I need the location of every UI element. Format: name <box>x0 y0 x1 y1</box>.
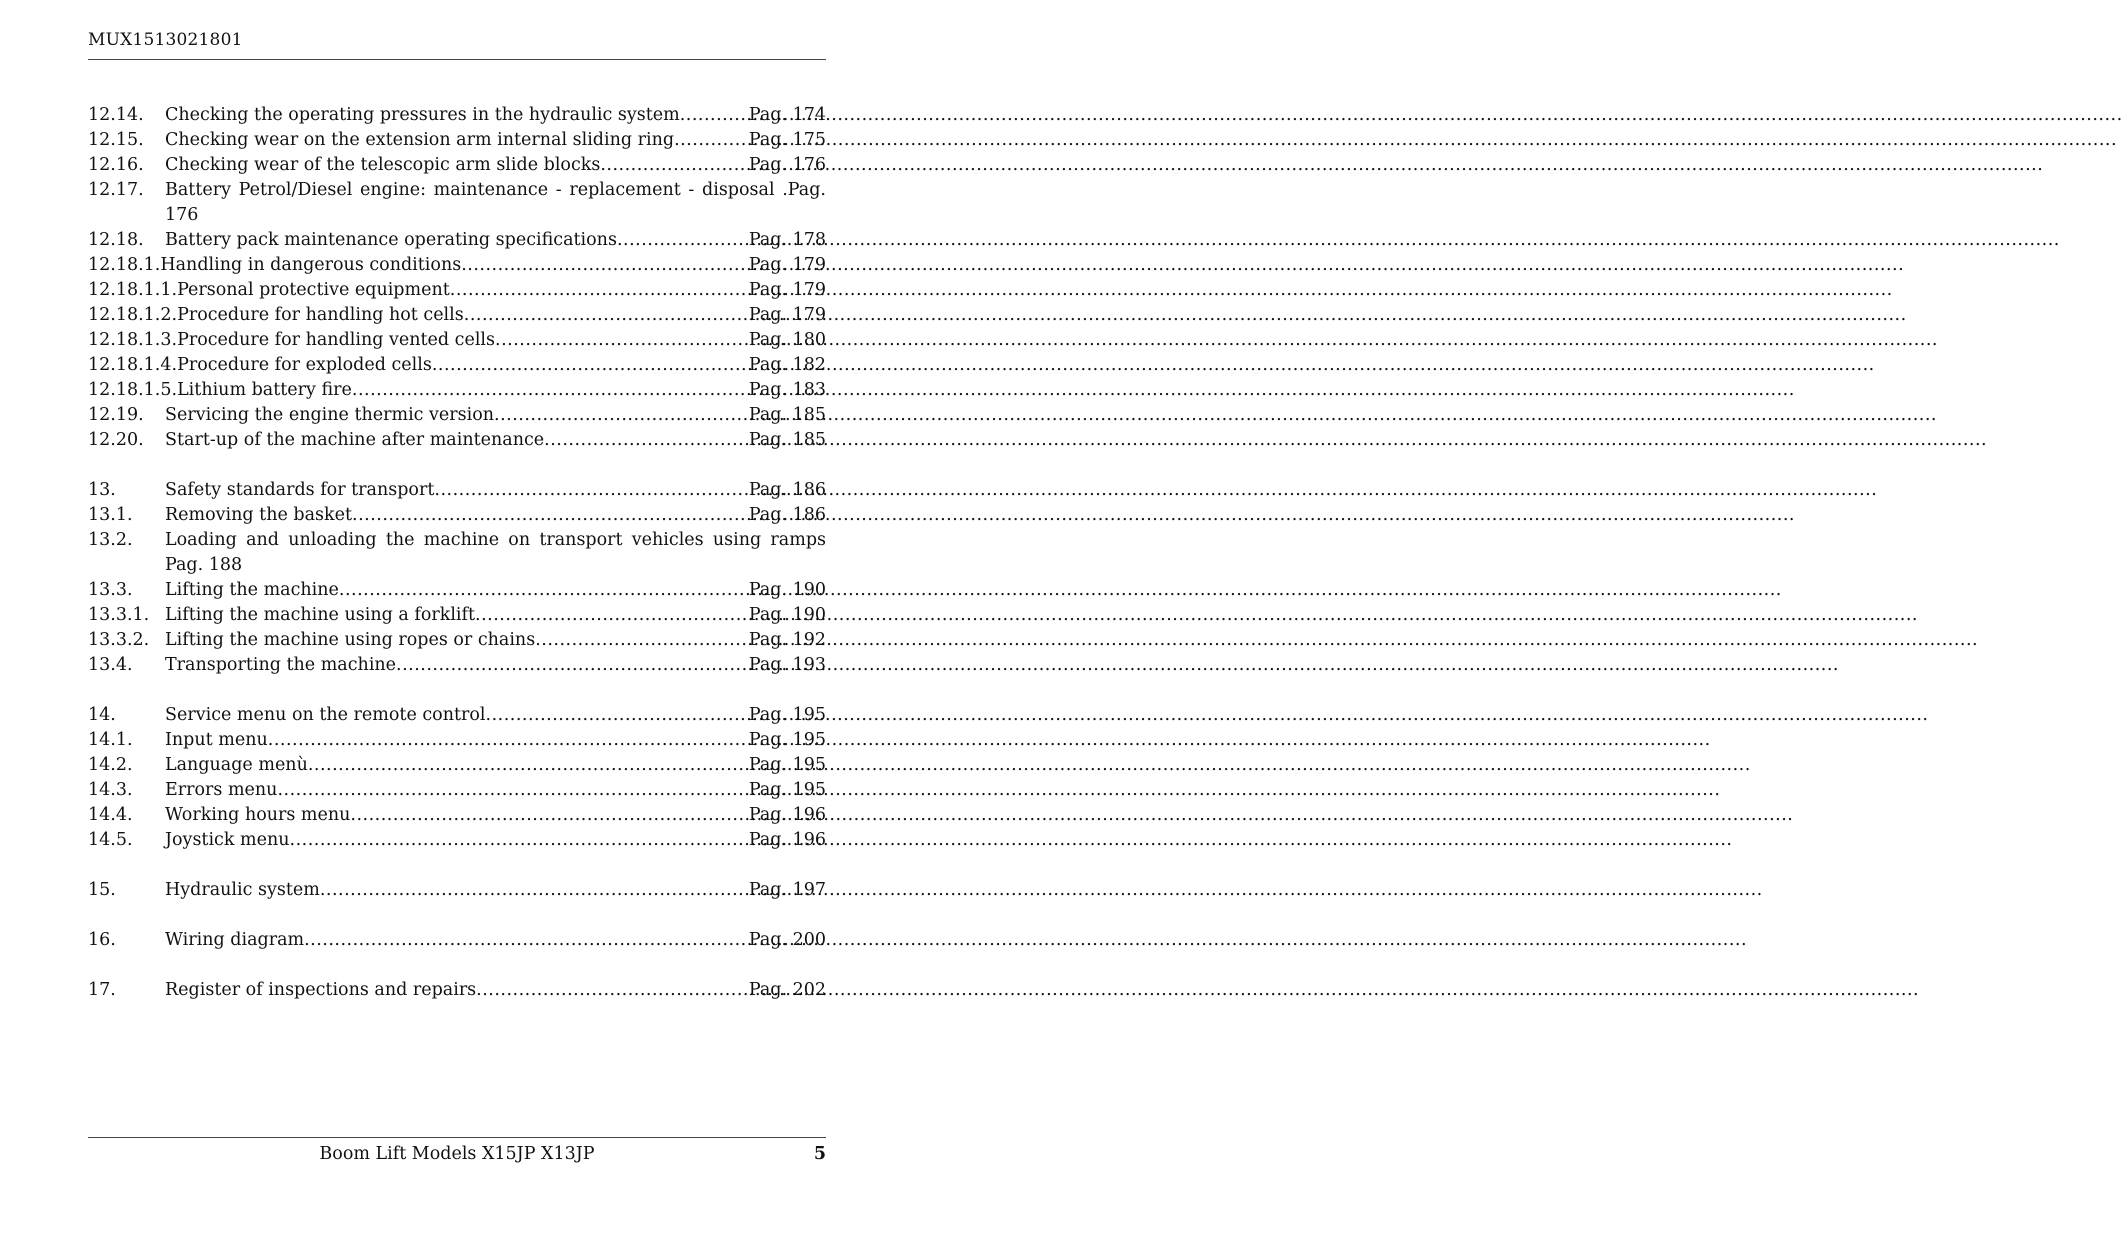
toc-entry-number: 12.18.1.3. <box>88 330 178 350</box>
toc-entry-title: Checking wear on the extension arm internal sliding ring <box>165 130 675 150</box>
toc-leader-dots <box>450 278 749 303</box>
toc-leader-dots <box>486 703 749 728</box>
footer-title: Boom Lift Models X15JP X13JP <box>319 1144 595 1164</box>
toc-leader-dots <box>277 778 748 803</box>
toc-entry-number: 14. <box>88 705 116 725</box>
toc-entry-title: Start-up of the machine after maintenance <box>165 430 545 450</box>
toc-entry[interactable] <box>88 378 826 403</box>
toc-leader-dots <box>396 653 749 678</box>
toc-leader-dots <box>350 803 748 828</box>
toc-leader-dots <box>432 353 749 378</box>
toc-leader-dots <box>434 478 748 503</box>
toc-entry-page: Pag. 186 <box>748 480 826 500</box>
toc-entry[interactable] <box>88 153 826 178</box>
toc-entry-page: Pag. 178 <box>748 230 826 250</box>
toc-entry-title: Joystick menu <box>165 830 290 850</box>
toc-entry-title: Battery pack maintenance operating specifications <box>165 230 617 250</box>
toc-entry-number: 12.19. <box>88 405 144 425</box>
toc-entry-number: 13.1. <box>88 505 133 525</box>
toc-entry-page: Pag. 190 <box>748 605 826 625</box>
toc-section <box>88 928 826 953</box>
toc-entry[interactable] <box>88 328 826 353</box>
toc-entry[interactable] <box>88 928 826 953</box>
toc-entry[interactable] <box>88 278 826 303</box>
toc-entry-number: 14.2. <box>88 755 133 775</box>
toc-entry-number: 14.3. <box>88 780 133 800</box>
toc-entry-page: Pag. 179 <box>748 280 826 300</box>
toc-leader-dots <box>617 228 749 253</box>
toc-entry-title: Handling in dangerous conditions <box>160 255 462 275</box>
toc-entry-number: 13.3.2. <box>88 630 150 650</box>
toc-entry-number: 12.17. <box>88 180 144 200</box>
toc-entry[interactable] <box>88 878 826 903</box>
toc-section <box>88 978 826 1003</box>
toc-entry-page: Pag. 175 <box>748 130 826 150</box>
toc-entry[interactable] <box>88 578 826 603</box>
toc-entry-page: Pag. 195 <box>748 755 826 775</box>
toc-entry[interactable] <box>88 303 826 328</box>
toc-entry[interactable] <box>88 703 826 728</box>
toc-entry-number: 12.18.1.4. <box>88 355 178 375</box>
toc-entry-title: Checking the operating pressures in the hydraulic system <box>165 105 680 125</box>
document-code: MUX1513021801 <box>88 30 243 50</box>
toc-entry-title: Personal protective equipment <box>177 280 450 300</box>
toc-entry[interactable] <box>88 603 826 628</box>
toc-entry-page: Pag. 179 <box>748 305 826 325</box>
toc-entry[interactable] <box>88 778 826 803</box>
toc-entry-page: Pag. 186 <box>748 505 826 525</box>
toc-entry-number: 14.5. <box>88 830 133 850</box>
table-of-contents <box>88 103 826 1028</box>
toc-section <box>88 703 826 853</box>
toc-entry[interactable] <box>88 403 826 428</box>
toc-entry-number: 15. <box>88 880 116 900</box>
toc-entry-text: Loading and unloading the machine on transport vehicles using ramps Pag. 188 <box>165 530 826 575</box>
toc-entry[interactable] <box>88 128 826 153</box>
toc-entry-number: 13. <box>88 480 116 500</box>
toc-entry-page: Pag. 195 <box>748 780 826 800</box>
toc-entry[interactable] <box>88 528 826 578</box>
toc-entry-title: Checking wear of the telescopic arm slide blocks <box>165 155 601 175</box>
toc-entry-title: Register of inspections and repairs <box>165 980 477 1000</box>
toc-entry-page: Pag. 193 <box>748 655 826 675</box>
toc-entry-title: Wiring diagram <box>165 930 305 950</box>
toc-leader-dots <box>308 753 749 778</box>
toc-leader-dots <box>494 403 749 428</box>
toc-entry-title: Lithium battery fire <box>177 380 352 400</box>
toc-entry-title: Lifting the machine using ropes or chains <box>165 630 536 650</box>
toc-entry[interactable] <box>88 803 826 828</box>
toc-entry-title: Procedure for handling vented cells <box>177 330 496 350</box>
toc-entry-number: 12.18.1.2. <box>88 305 178 325</box>
toc-entry-page: Pag. 190 <box>748 580 826 600</box>
toc-entry[interactable] <box>88 728 826 753</box>
toc-entry[interactable] <box>88 978 826 1003</box>
toc-entry-title: Lifting the machine <box>165 580 339 600</box>
page-header <box>88 30 826 60</box>
toc-entry-number: 17. <box>88 980 116 1000</box>
toc-entry-text: Battery Petrol/Diesel engine: maintenance - replacement - disposal .Pag. 176 <box>165 180 826 225</box>
toc-entry-page: Pag. 180 <box>748 330 826 350</box>
toc-entry[interactable] <box>88 178 826 228</box>
toc-entry-page: Pag. 202 <box>748 980 826 1000</box>
toc-leader-dots <box>495 328 749 353</box>
toc-leader-dots <box>475 603 749 628</box>
toc-entry-number: 13.3. <box>88 580 133 600</box>
toc-leader-dots <box>268 728 749 753</box>
toc-leader-dots <box>464 303 749 328</box>
toc-section <box>88 478 826 678</box>
toc-entry-number: 16. <box>88 930 116 950</box>
toc-entry-title: Safety standards for transport <box>165 480 435 500</box>
toc-entry[interactable] <box>88 753 826 778</box>
toc-entry-number: 12.16. <box>88 155 144 175</box>
toc-leader-dots <box>339 578 749 603</box>
toc-entry-title: Errors menu <box>165 780 278 800</box>
toc-entry-title: Hydraulic system <box>165 880 320 900</box>
toc-entry-page: Pag. 176 <box>748 155 826 175</box>
toc-entry-page: Pag. 195 <box>748 705 826 725</box>
toc-leader-dots <box>352 378 749 403</box>
toc-entry[interactable] <box>88 253 826 278</box>
page-number: 5 <box>813 1144 826 1164</box>
toc-entry[interactable] <box>88 428 826 453</box>
toc-entry-page: Pag. 185 <box>748 405 826 425</box>
toc-entry-number: 13.3.1. <box>88 605 150 625</box>
toc-entry-title: Transporting the machine <box>165 655 397 675</box>
toc-entry-page: Pag. 182 <box>748 355 826 375</box>
toc-entry-number: 12.14. <box>88 105 144 125</box>
toc-entry-number: 13.4. <box>88 655 133 675</box>
toc-leader-dots <box>320 878 749 903</box>
toc-leader-dots <box>352 503 749 528</box>
toc-entry-number: 12.15. <box>88 130 144 150</box>
toc-entry-page: Pag. 197 <box>748 880 826 900</box>
toc-leader-dots <box>544 428 749 453</box>
toc-entry-number: 13.2. <box>88 530 133 550</box>
toc-entry-title: Working hours menu <box>165 805 351 825</box>
toc-entry-title: Lifting the machine using a forklift <box>165 605 476 625</box>
toc-entry-title: Language menù <box>165 755 308 775</box>
toc-entry[interactable] <box>88 828 826 853</box>
toc-leader-dots <box>674 128 749 153</box>
toc-entry-number: 12.20. <box>88 430 144 450</box>
toc-entry-number: 14.1. <box>88 730 133 750</box>
toc-entry[interactable] <box>88 653 826 678</box>
toc-entry-number: 12.18.1.1. <box>88 280 178 300</box>
toc-entry-title: Service menu on the remote control <box>165 705 486 725</box>
toc-entry-title: Procedure for exploded cells <box>177 355 432 375</box>
toc-entry-title: Input menu <box>165 730 268 750</box>
toc-entry-page: Pag. 192 <box>748 630 826 650</box>
toc-entry-title: Procedure for handling hot cells <box>177 305 464 325</box>
toc-entry[interactable] <box>88 478 826 503</box>
toc-leader-dots <box>600 153 748 178</box>
page-footer <box>88 1137 826 1178</box>
toc-entry-title: Removing the basket <box>165 505 353 525</box>
toc-entry-page: Pag. 196 <box>748 805 826 825</box>
toc-entry[interactable] <box>88 503 826 528</box>
toc-section <box>88 103 826 453</box>
toc-leader-dots <box>290 828 749 853</box>
toc-entry-number: 14.4. <box>88 805 133 825</box>
toc-entry-page: Pag. 179 <box>748 255 826 275</box>
toc-entry-page: Pag. 183 <box>748 380 826 400</box>
toc-leader-dots <box>680 103 749 128</box>
toc-entry[interactable] <box>88 628 826 653</box>
toc-entry[interactable] <box>88 103 826 128</box>
toc-leader-dots <box>461 253 749 278</box>
toc-section <box>88 878 826 903</box>
toc-leader-dots <box>535 628 749 653</box>
toc-entry-number: 12.18.1.5. <box>88 380 178 400</box>
toc-leader-dots <box>304 928 749 953</box>
toc-entry-page: Pag. 200 <box>748 930 826 950</box>
toc-entry-page: Pag. 196 <box>748 830 826 850</box>
toc-entry-page: Pag. 195 <box>748 730 826 750</box>
toc-leader-dots <box>476 978 749 1003</box>
toc-entry-title: Servicing the engine thermic version <box>165 405 495 425</box>
toc-entry-number: 12.18. <box>88 230 144 250</box>
toc-entry-page: Pag. 174 <box>748 105 826 125</box>
toc-entry-page: Pag. 185 <box>748 430 826 450</box>
toc-entry[interactable] <box>88 228 826 253</box>
toc-entry-number: 12.18.1. <box>88 255 161 275</box>
toc-entry[interactable] <box>88 353 826 378</box>
